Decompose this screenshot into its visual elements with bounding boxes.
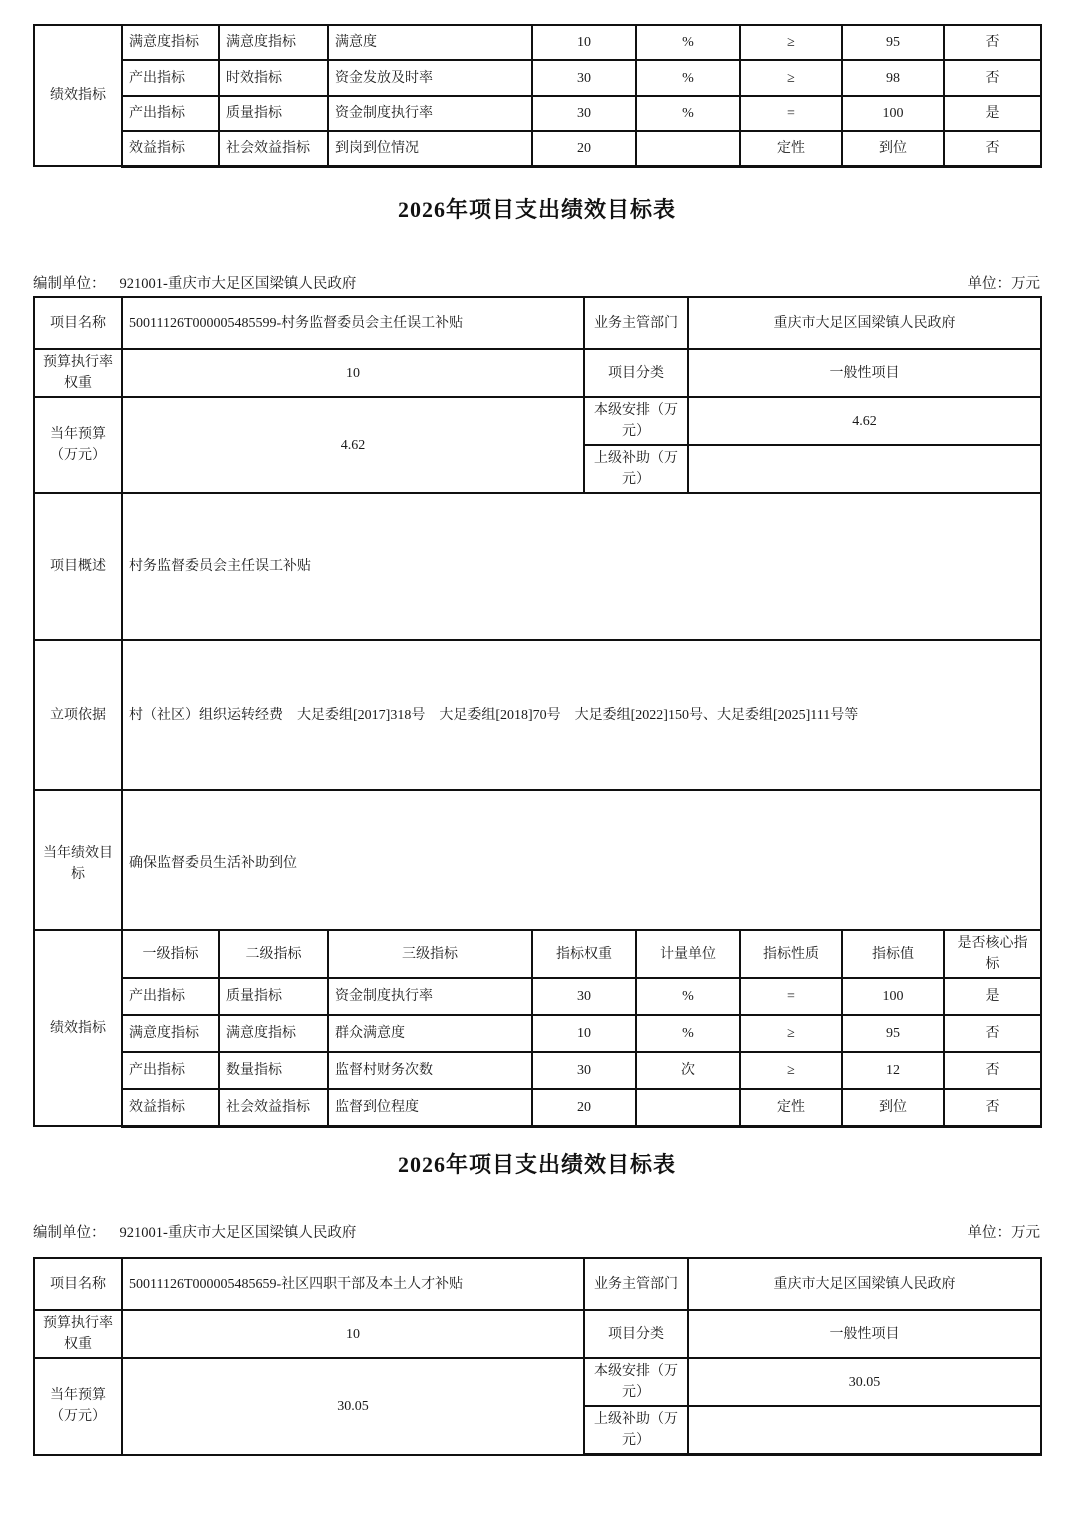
indicator-cell: %: [636, 25, 740, 60]
indicator-cell: 30: [532, 978, 636, 1015]
indicator-cell: 次: [636, 1052, 740, 1089]
indicator-cell: 产出指标: [122, 978, 219, 1015]
label-budget-weight: 预算执行率权重: [34, 1310, 122, 1358]
indicator-cell: ≥: [740, 60, 842, 96]
indicator-cell: 群众满意度: [328, 1015, 532, 1052]
indicator-cell: 30: [532, 1052, 636, 1089]
indicator-cell: 95: [842, 25, 944, 60]
indicator-cell: 100: [842, 978, 944, 1015]
indicator-cell: 否: [944, 1089, 1041, 1126]
label-year-goal: 当年绩效目标: [34, 790, 122, 937]
org-line: [33, 272, 356, 293]
local-budget-value: 4.62: [688, 397, 1041, 445]
project2-info-table: [33, 1257, 1042, 1456]
label-project-name: 项目名称: [34, 297, 122, 349]
dept-value: 重庆市大足区国梁镇人民政府: [688, 1258, 1041, 1310]
indicator-cell: 是: [944, 96, 1041, 131]
indicator-cell: 社会效益指标: [219, 131, 328, 166]
label-project-name: 项目名称: [34, 1258, 122, 1310]
indicator-cell: 20: [532, 131, 636, 166]
overview-value: 村务监督委员会主任误工补贴: [122, 493, 1041, 640]
col-header: 是否核心指标: [944, 930, 1041, 978]
label-upper-subsidy: 上级补助（万元）: [584, 1406, 688, 1455]
indicator-cell: 满意度指标: [219, 25, 328, 60]
unit-note: 单位：万元: [967, 276, 1040, 292]
dept-value: 重庆市大足区国梁镇人民政府: [688, 297, 1041, 349]
basis-value: 村（社区）组织运转经费 大足委组[2017]318号 大足委组[2018]70号 大足委组[2022]150号、大足委组[2025]111号等: [122, 640, 1041, 790]
year-goal-value: 确保监督委员生活补助到位: [122, 790, 1041, 937]
indicator-cell: %: [636, 60, 740, 96]
indicator-cell: 否: [944, 1015, 1041, 1052]
indicator-cell: 产出指标: [122, 96, 219, 131]
indicator-cell: 10: [532, 25, 636, 60]
indicator-cell: 到岗到位情况: [328, 131, 532, 166]
indicator-cell: 时效指标: [219, 60, 328, 96]
indicator-cell: 质量指标: [219, 96, 328, 131]
indicator-cell: =: [740, 96, 842, 131]
org-value: 921001-重庆市大足区国梁镇人民政府: [119, 1225, 357, 1241]
indicator-cell: 资金制度执行率: [328, 978, 532, 1015]
page-title: 2026年项目支出绩效目标表: [397, 197, 676, 222]
col-header: 一级指标: [122, 930, 219, 978]
label-dept: 业务主管部门: [584, 297, 688, 349]
indicator-cell: 定性: [740, 131, 842, 166]
project1-indicator-table: [33, 929, 1042, 1128]
indicator-cell: 到位: [842, 1089, 944, 1126]
label-budget-weight: 预算执行率权重: [34, 349, 122, 397]
local-budget-value: 30.05: [688, 1358, 1041, 1406]
indicator-cell: 效益指标: [122, 1089, 219, 1126]
indicator-cell: ≥: [740, 25, 842, 60]
label-local-budget: 本级安排（万元）: [584, 1358, 688, 1406]
indicator-cell: 98: [842, 60, 944, 96]
col-header: 指标值: [842, 930, 944, 978]
upper-subsidy-value: [688, 1406, 1041, 1455]
indicator-cell: 95: [842, 1015, 944, 1052]
label-category: 项目分类: [584, 1310, 688, 1358]
indicator-cell: ≥: [740, 1015, 842, 1052]
org-label: 编制单位：: [33, 276, 106, 292]
indicator-cell: [636, 131, 740, 166]
project-name-value: 50011126T000005485659-社区四职干部及本土人才补贴: [122, 1258, 584, 1310]
indicator-cell: 满意度指标: [219, 1015, 328, 1052]
label-year-budget: 当年预算（万元）: [34, 397, 122, 493]
indicator-cell: 产出指标: [122, 60, 219, 96]
meta-row: [33, 272, 1040, 293]
indicator-cell: 数量指标: [219, 1052, 328, 1089]
meta-row: [33, 1221, 1040, 1242]
indicator-cell: 20: [532, 1089, 636, 1126]
indicator-cell: 资金制度执行率: [328, 96, 532, 131]
col-header: 三级指标: [328, 930, 532, 978]
indicator-cell: 满意度指标: [122, 1015, 219, 1052]
indicator-cell: 满意度指标: [122, 25, 219, 60]
label-category: 项目分类: [584, 349, 688, 397]
label-overview: 项目概述: [34, 493, 122, 640]
label-dept: 业务主管部门: [584, 1258, 688, 1310]
indicator-cell: 否: [944, 131, 1041, 166]
upper-subsidy-value: [688, 445, 1041, 493]
indicator-cell: =: [740, 978, 842, 1015]
indicator-cell: ≥: [740, 1052, 842, 1089]
indicator-cell: 监督村财务次数: [328, 1052, 532, 1089]
carryover-indicator-table: [33, 24, 1042, 168]
category-value: 一般性项目: [688, 1310, 1041, 1358]
indicator-cell: %: [636, 96, 740, 131]
indicator-cell: 100: [842, 96, 944, 131]
indicator-cell: 否: [944, 60, 1041, 96]
org-line: [33, 1221, 356, 1242]
indicator-cell: 到位: [842, 131, 944, 166]
indicator-cell: 否: [944, 25, 1041, 60]
indicator-cell: 产出指标: [122, 1052, 219, 1089]
org-label: 编制单位：: [33, 1225, 106, 1241]
year-budget-value: 30.05: [122, 1358, 584, 1455]
indicator-cell: [636, 1089, 740, 1126]
indicator-cell: 质量指标: [219, 978, 328, 1015]
label-local-budget: 本级安排（万元）: [584, 397, 688, 445]
col-header: 指标性质: [740, 930, 842, 978]
indicator-cell: 是: [944, 978, 1041, 1015]
indicator-cell: 30: [532, 96, 636, 131]
project1-info-table: [33, 296, 1042, 938]
performance-rowspan-label: 绩效指标: [34, 930, 122, 1126]
indicator-cell: 效益指标: [122, 131, 219, 166]
budget-weight-value: 10: [122, 1310, 584, 1358]
col-header: 指标权重: [532, 930, 636, 978]
indicator-cell: %: [636, 1015, 740, 1052]
indicator-cell: 满意度: [328, 25, 532, 60]
label-upper-subsidy: 上级补助（万元）: [584, 445, 688, 493]
indicator-cell: 10: [532, 1015, 636, 1052]
indicator-cell: 30: [532, 60, 636, 96]
indicator-cell: %: [636, 978, 740, 1015]
project-name-value: 50011126T000005485599-村务监督委员会主任误工补贴: [122, 297, 584, 349]
col-header: 计量单位: [636, 930, 740, 978]
page-title: 2026年项目支出绩效目标表: [397, 1152, 676, 1177]
label-basis: 立项依据: [34, 640, 122, 790]
label-year-budget: 当年预算（万元）: [34, 1358, 122, 1455]
indicator-cell: 否: [944, 1052, 1041, 1089]
unit-note: 单位：万元: [967, 1225, 1040, 1241]
performance-rowspan-label: 绩效指标: [34, 25, 122, 166]
indicator-cell: 12: [842, 1052, 944, 1089]
year-budget-value: 4.62: [122, 397, 584, 493]
indicator-cell: 资金发放及时率: [328, 60, 532, 96]
indicator-cell: 社会效益指标: [219, 1089, 328, 1126]
indicator-cell: 监督到位程度: [328, 1089, 532, 1126]
col-header: 二级指标: [219, 930, 328, 978]
org-value: 921001-重庆市大足区国梁镇人民政府: [119, 276, 357, 292]
indicator-cell: 定性: [740, 1089, 842, 1126]
budget-weight-value: 10: [122, 349, 584, 397]
category-value: 一般性项目: [688, 349, 1041, 397]
